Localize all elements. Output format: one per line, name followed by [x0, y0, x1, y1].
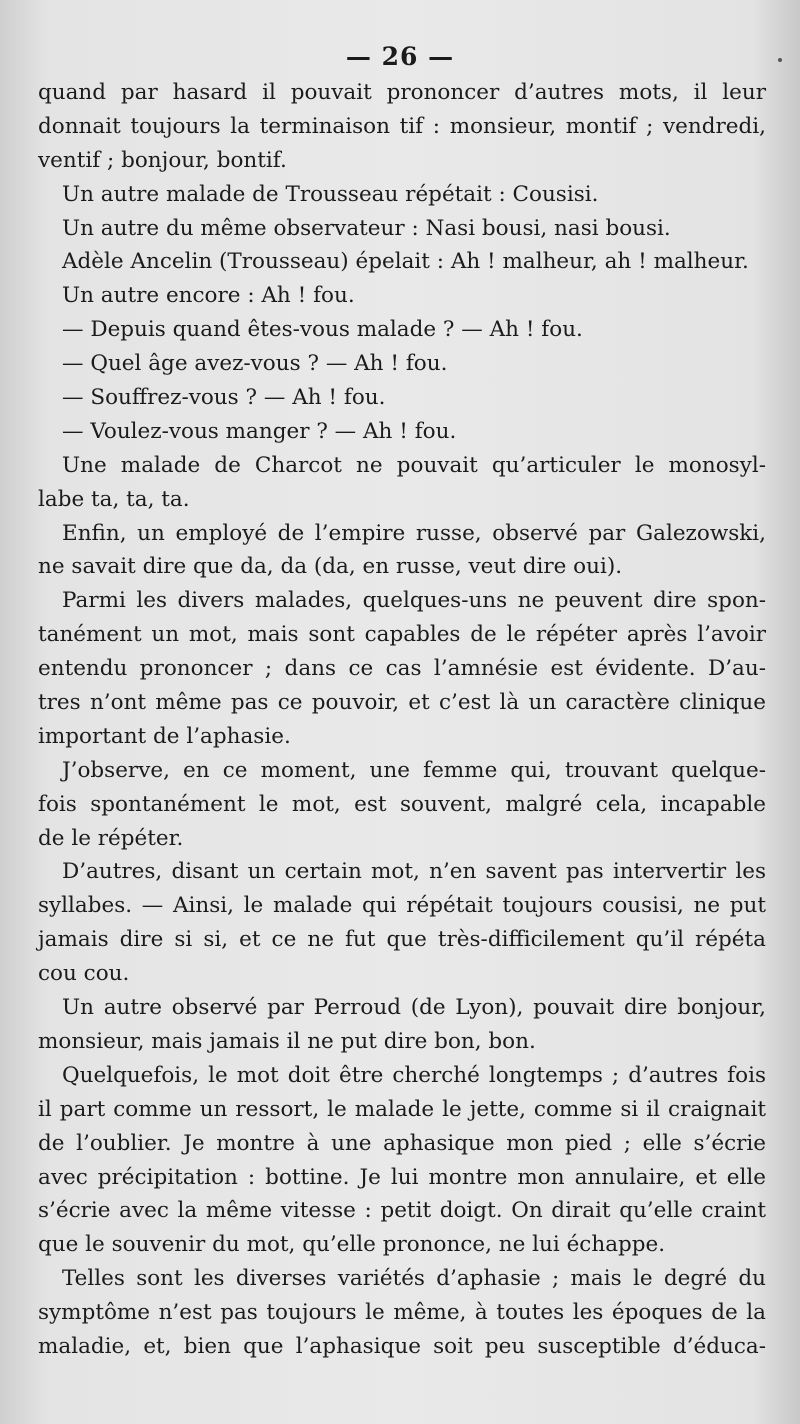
text-line: Un autre malade de Trousseau répétait : Cousisi.	[62, 181, 599, 207]
text-line: Un autre observé par Perroud (de Lyon), pouvait dire bonjour,	[62, 995, 766, 1021]
text-line: Quelquefois, le mot doit être cherché longtemps ; d’autres fois	[62, 1062, 766, 1088]
text-line: J’observe, en ce moment, une femme qui, trouvant quelque-	[62, 757, 766, 783]
text-line: — Depuis quand êtes-vous malade ? — Ah ! fou.	[62, 317, 583, 343]
text-line: Adèle Ancelin (Trousseau) épelait : Ah ! malheur, ah ! malheur.	[62, 249, 749, 275]
text-line: Une malade de Charcot ne pouvait qu’articuler le monosyl-	[62, 452, 766, 478]
text-line: de l’oublier. Je montre à une aphasique mon pied ; elle s’écrie	[38, 1130, 766, 1156]
text-line: syllabes. — Ainsi, le malade qui répétait toujours cousisi, ne put	[38, 893, 766, 919]
text-line: symptôme n’est pas toujours le même, à toutes les époques de la	[38, 1300, 766, 1326]
text-line: Telles sont les diverses variétés d’aphasie ; mais le degré du	[62, 1266, 766, 1292]
text-line: il part comme un ressort, le malade le jette, comme si il craignait	[38, 1096, 766, 1122]
text-line: s’écrie avec la même vitesse : petit doigt. On dirait qu’elle craint	[38, 1198, 766, 1224]
text-line: D’autres, disant un certain mot, n’en savent pas intervertir les	[62, 859, 766, 885]
text-line: cou cou.	[38, 961, 130, 987]
text-line: important de l’aphasie.	[38, 723, 291, 749]
text-line: — Voulez-vous manger ? — Ah ! fou.	[62, 418, 457, 444]
text-line: — Quel âge avez-vous ? — Ah ! fou.	[62, 351, 448, 377]
text-line: avec précipitation : bottine. Je lui montre mon annulaire, et elle	[38, 1164, 766, 1190]
text-line: — Souffrez-vous ? — Ah ! fou.	[62, 385, 386, 411]
text-line: tanément un mot, mais sont capables de le répéter après l’avoir	[38, 622, 766, 648]
text-line: tres n’ont même pas ce pouvoir, et c’est là un caractère clinique	[38, 690, 766, 716]
text-line: Un autre du même observateur : Nasi bousi, nasi bousi.	[62, 215, 671, 241]
text-line: quand par hasard il pouvait prononcer d’autres mots, il leur	[38, 80, 766, 105]
text-line: Parmi les divers malades, quelques-uns ne peuvent dire spon-	[62, 588, 766, 614]
text-line: Enfin, un employé de l’empire russe, observé par Galezowski,	[62, 520, 766, 546]
text-line: Un autre encore : Ah ! fou.	[62, 283, 355, 309]
text-line: maladie, et, bien que l’aphasique soit peu susceptible d’éduca-	[38, 1333, 766, 1359]
text-line: donnait toujours la terminaison tif : monsieur, montif ; vendredi,	[38, 113, 766, 139]
page-number: — 26 —	[345, 42, 455, 71]
text-line: labe ta, ta, ta.	[38, 486, 190, 512]
text-line: ventif ; bonjour, bontif.	[38, 147, 287, 173]
page-body-text	[38, 76, 766, 1364]
text-line: de le répéter.	[38, 825, 184, 851]
text-line: que le souvenir du mot, qu’elle prononce, ne lui échappe.	[38, 1232, 666, 1258]
text-line: entendu prononcer ; dans ce cas l’amnésie est évidente. D’au-	[38, 656, 766, 682]
text-line: ne savait dire que da, da (da, en russe, veut dire oui).	[38, 554, 623, 580]
text-line: jamais dire si si, et ce ne fut que très-difficilement qu’il répéta	[38, 927, 766, 953]
text-line: fois spontanément le mot, est souvent, malgré cela, incapable	[38, 791, 766, 817]
text-line: monsieur, mais jamais il ne put dire bon, bon.	[38, 1028, 536, 1054]
